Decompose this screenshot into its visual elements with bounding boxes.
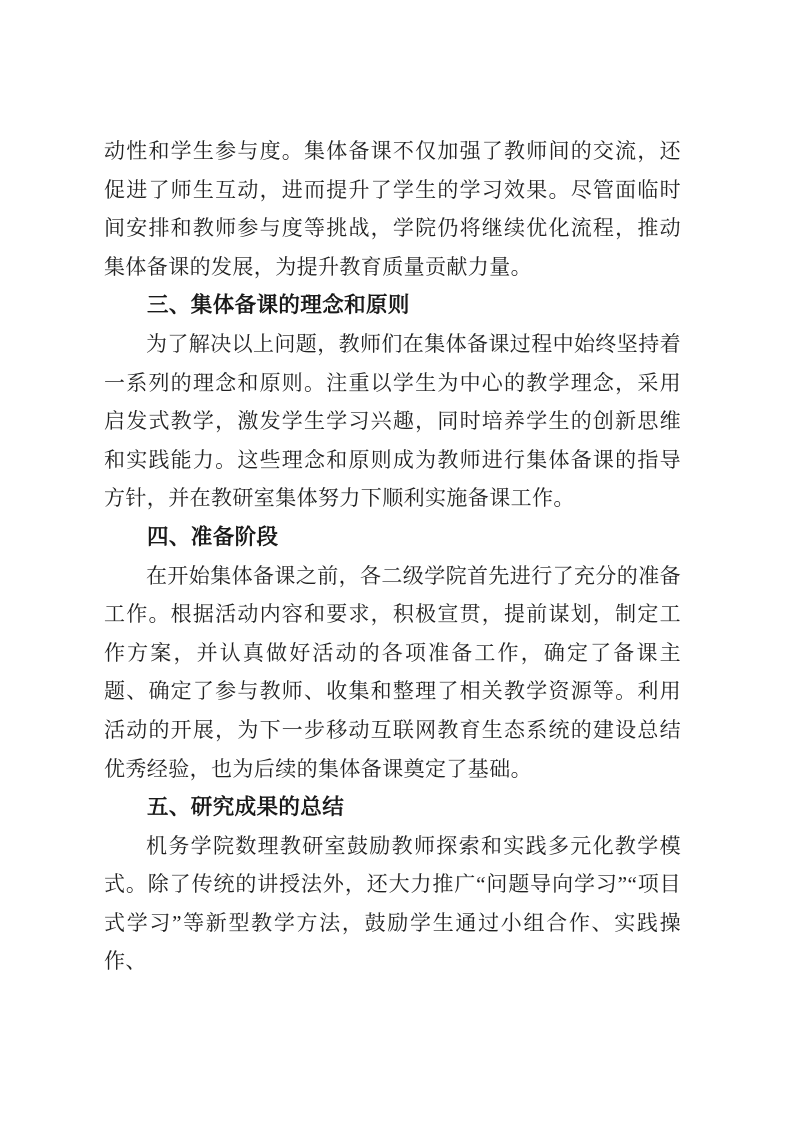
- body-paragraph: 在开始集体备课之前，各二级学院首先进行了充分的准备工作。根据活动内容和要求，积极宣贯，提前谋划，制定工作方案，并认真做好活动的各项准备工作，确定了备课主题、确定了参与教师、收集和整理了相关教学资源等。利用活动的开展，为下一步移动互联网教育生态系统的建设总结优秀经验，也为后续的集体备课奠定了基础。: [104, 563, 681, 781]
- body-paragraph: 为了解决以上问题，教师们在集体备课过程中始终坚持着一系列的理念和原则。注重以学生为中心的教学理念，采用启发式教学，激发学生学习兴趣，同时培养学生的创新思维和实践能力。这些理念和原则成为教师进行集体备课的指导方针，并在教研室集体努力下顺利实施备课工作。: [104, 331, 681, 511]
- body-paragraph: 机务学院数理教研室鼓励教师探索和实践多元化教学模式。除了传统的讲授法外，还大力推广“问题导向学习”“项目式学习”等新型教学方法，鼓励学生通过小组合作、实践操作、: [104, 833, 681, 974]
- section-heading-5: 五、研究成果的总结: [147, 795, 345, 820]
- body-paragraph: 动性和学生参与度。集体备课不仅加强了教师间的交流，还促进了师生互动，进而提升了学生的学习效果。尽管面临时间安排和教师参与度等挑战，学院仍将继续优化流程，推动集体备课的发展，为提升教育质量贡献力量。: [104, 139, 681, 279]
- section-heading-3: 三、集体备课的理念和原则: [147, 293, 410, 318]
- section-heading-4: 四、准备阶段: [147, 524, 279, 549]
